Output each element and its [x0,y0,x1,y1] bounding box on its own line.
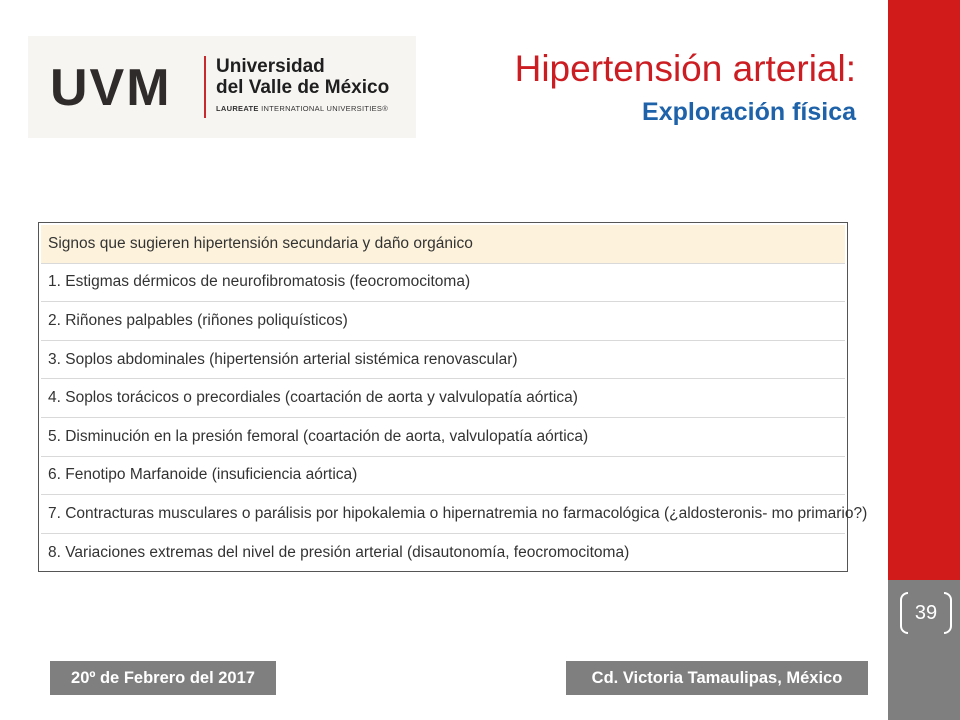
bracket-right-icon [944,592,952,634]
table-row: 7. Contracturas musculares o parálisis por hipokalemia o hipernatremia no farmacológica (¿aldosteronis- mo primario?) [41,495,845,534]
logo-sub-bold: LAUREATE [216,104,259,113]
logo-mark: UVM [50,59,172,117]
page-number: 39 [914,601,938,624]
table-row: 2. Riñones palpables (riñones poliquísticos) [41,302,845,341]
slide-title: Hipertensión arterial: [514,48,856,89]
table-row: 5. Disminución en la presión femoral (coartación de aorta, valvulopatía aórtica) [41,418,845,457]
table-row: 4. Soplos torácicos o precordiales (coartación de aorta y valvulopatía aórtica) [41,379,845,418]
logo-sub-rest: INTERNATIONAL UNIVERSITIES® [258,104,389,113]
table-header: Signos que sugieren hipertensión secundaria y daño orgánico [41,225,845,264]
logo-subtitle [216,104,388,113]
slide-subtitle: Exploración física [642,98,856,126]
table-row: 8. Variaciones extremas del nivel de presión arterial (disautonomía, feocromocitoma) [48,544,630,562]
logo-divider [204,56,206,118]
page-number-badge [900,592,952,634]
bracket-left-icon [900,592,908,634]
table-row: 1. Estigmas dérmicos de neurofibromatosis (feocromocitoma) [41,264,845,303]
uvm-logo [28,36,416,138]
logo-name [216,56,389,98]
footer-date: 20º de Febrero del 2017 [50,661,276,695]
logo-name-line2: del Valle de México [216,77,390,98]
logo-name-line1: Universidad [216,56,325,77]
table-row: 6. Fenotipo Marfanoide (insuficiencia aórtica) [41,457,845,496]
sidebar-red-band [888,0,960,580]
footer-place: Cd. Victoria Tamaulipas, México [566,661,868,695]
table-row: 3. Soplos abdominales (hipertensión arterial sistémica renovascular) [41,341,845,380]
signs-table [38,222,868,572]
